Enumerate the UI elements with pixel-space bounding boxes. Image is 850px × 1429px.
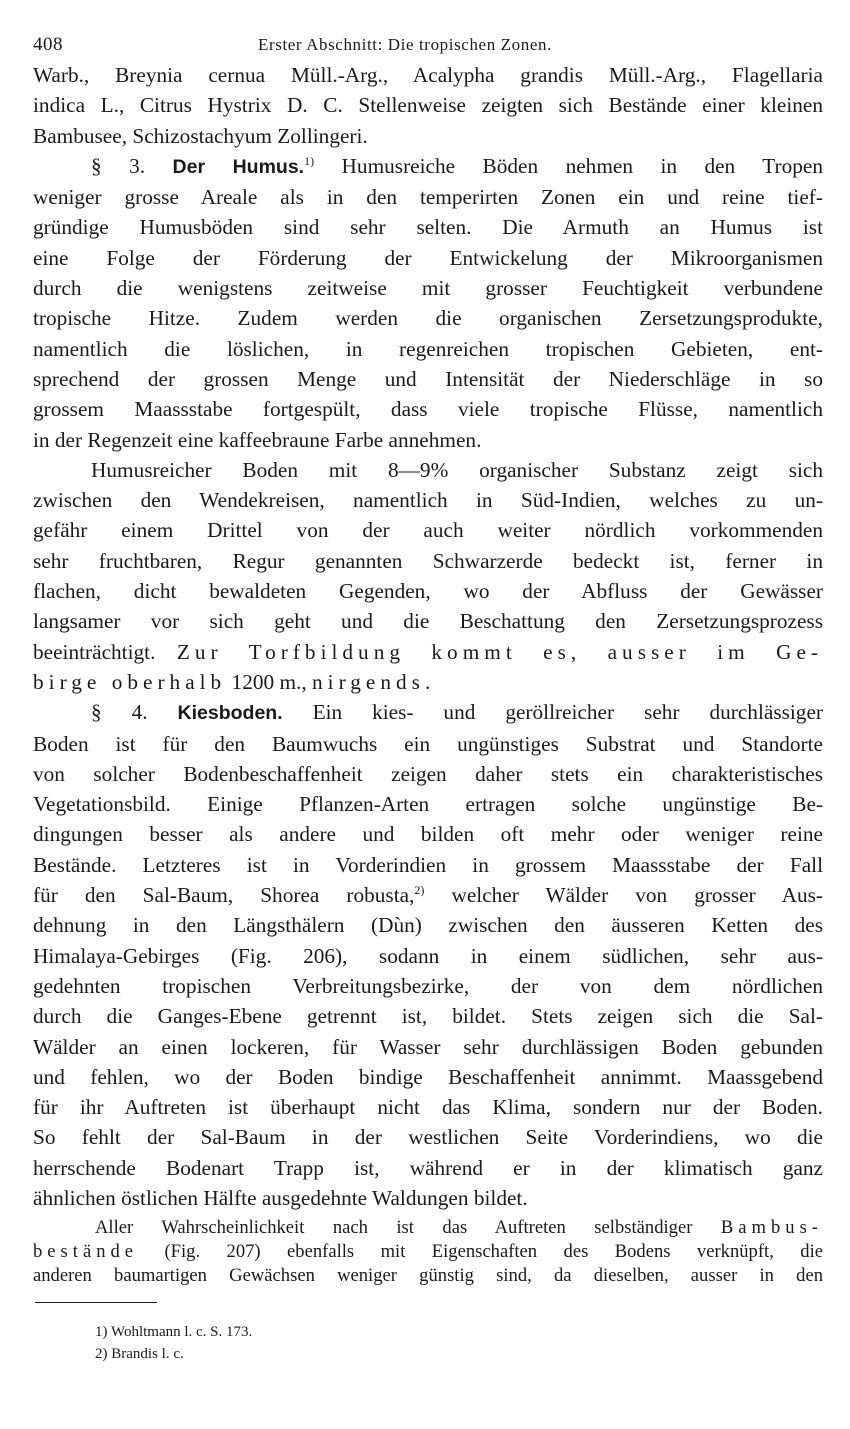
text-line: und fehlen, wo der Boden bindige Beschaffenheit annimmt. Maassgebend xyxy=(33,1064,823,1089)
section-kiesboden xyxy=(33,697,823,1213)
text-line: flachen, dicht bewaldeten Gegenden, wo der Abfluss der Gewässer xyxy=(33,579,823,604)
text-span: Aller Wahrscheinlichkeit nach ist das Auftreten selbständiger xyxy=(95,1217,693,1239)
text-span: welcher Wälder von grosser Aus- xyxy=(451,883,823,908)
text-line: indica L., Citrus Hystrix D. C. Stellenweise zeigten sich Bestände einer kleinen xyxy=(33,93,823,118)
text-line: Humusreicher Boden mit 8—9% organischer Substanz zeigt sich xyxy=(91,457,823,482)
text-line: von solcher Bodenbeschaffenheit zeigen daher stets ein charakteristisches xyxy=(33,761,823,786)
section-heading-line xyxy=(33,697,823,728)
section-mark: § 3. xyxy=(91,153,146,178)
text-span: für den Sal-Baum, Shorea robusta, xyxy=(33,883,415,908)
text-line xyxy=(33,667,823,697)
small-print-paragraph xyxy=(33,1216,823,1288)
section-mark: § 4. xyxy=(91,700,148,725)
text-span: 1200 m., xyxy=(231,669,307,694)
text-line: Warb., Breynia cernua Müll.-Arg., Acalypha grandis Müll.-Arg., Flagellaria xyxy=(33,63,823,87)
book-page xyxy=(33,0,823,1365)
footnote-ref[interactable]: 1) xyxy=(304,153,315,168)
text-line: sprechend der grossen Menge und Intensität der Niederschläge in so xyxy=(33,366,823,391)
spaced-text: bestände xyxy=(33,1241,139,1263)
text-line: gründige Humusböden sind sehr selten. Die Armuth an Humus ist xyxy=(33,215,823,240)
text-line: anderen baumartigen Gewächsen weniger günstig sind, da dieselben, ausser in den xyxy=(33,1265,823,1287)
page-number: 408 xyxy=(33,34,63,55)
text-span: beeinträchtigt. xyxy=(33,639,156,664)
paragraph-plant-list xyxy=(33,60,823,151)
text-line xyxy=(33,1216,823,1240)
text-span: Humusreiche Böden nehmen in den Tropen xyxy=(341,153,824,178)
text-line: grossem Maassstabe fortgespült, dass viele tropische Flüsse, namentlich xyxy=(33,397,823,422)
text-span: Ein kies- und geröllreicher sehr durchlässiger xyxy=(312,700,824,725)
text-line: namentlich die löslichen, in regenreichen tropischen Gebieten, ent- xyxy=(33,336,823,361)
footnote-marker: 2) xyxy=(95,1346,108,1363)
footnote-ref[interactable]: 2) xyxy=(414,882,425,897)
text-line: weniger grosse Areale als in den temperirten Zonen ein und reine tief- xyxy=(33,185,823,210)
spaced-text: birge oberhalb xyxy=(33,669,227,694)
page-header xyxy=(33,0,823,60)
text-line: durch die wenigstens zeitweise mit grosser Feuchtigkeit verbundene xyxy=(33,276,823,301)
text-line xyxy=(33,637,823,667)
text-line: Bestände. Letzteres ist in Vorderindien in grossem Maassstabe der Fall xyxy=(33,852,823,877)
text-line: in der Regenzeit eine kaffeebraune Farbe annehmen. xyxy=(33,427,482,452)
footnote-marker: 1) xyxy=(95,1324,108,1341)
text-line: Vegetationsbild. Einige Pflanzen-Arten ertragen solche ungünstige Be- xyxy=(33,792,823,817)
text-line xyxy=(33,880,823,910)
footnote-rule xyxy=(35,1302,157,1303)
main-text xyxy=(33,60,823,1213)
section-humus xyxy=(33,151,823,455)
running-head: Erster Abschnitt: Die tropischen Zonen. xyxy=(258,35,552,54)
section-heading: Kiesboden. xyxy=(177,702,283,725)
text-line: Bambusee, Schizostachyum Zollingeri. xyxy=(33,123,368,148)
text-line: dehnung in den Längsthälern (Dùn) zwischen den äusseren Ketten des xyxy=(33,913,823,938)
text-line: gedehnten tropischen Verbreitungsbezirke, der von dem nördlichen xyxy=(33,973,823,998)
text-line: herrschende Bodenart Trapp ist, während er in der klimatisch ganz xyxy=(33,1155,823,1180)
text-line: So fehlt der Sal-Baum in der westlichen Seite Vorderindiens, wo die xyxy=(33,1125,823,1150)
text-line: Himalaya-Gebirges (Fig. 206), sodann in einem südlichen, sehr aus- xyxy=(33,943,823,968)
text-line: langsamer vor sich geht und die Beschattung den Zersetzungsprozess xyxy=(33,609,823,634)
text-line: eine Folge der Förderung der Entwickelung der Mikroorganismen xyxy=(33,245,823,270)
text-line: tropische Hitze. Zudem werden die organischen Zersetzungsprodukte, xyxy=(33,306,823,331)
text-line: Wälder an einen lockeren, für Wasser sehr durchlässigen Boden gebunden xyxy=(33,1034,823,1059)
spaced-text: nirgends. xyxy=(312,669,436,694)
text-line: ähnlichen östlichen Hälfte ausgedehnte Waldungen bildet. xyxy=(33,1185,528,1210)
footnote xyxy=(95,1343,823,1365)
text-line: zwischen den Wendekreisen, namentlich in Süd-Indien, welches zu un- xyxy=(33,488,823,513)
text-span: (Fig. 207) ebenfalls mit Eigenschaften des Bodens verknüpft, die xyxy=(164,1241,823,1263)
text-line: Boden ist für den Baumwuchs ein ungünstiges Substrat und Standorte xyxy=(33,731,823,756)
text-line: dingungen besser als andere und bilden oft mehr oder weniger reine xyxy=(33,822,823,847)
text-line: für ihr Auftreten ist überhaupt nicht das Klima, sondern nur der Boden. xyxy=(33,1095,823,1120)
section-heading-line xyxy=(33,151,823,182)
spaced-text: Bambus- xyxy=(720,1217,823,1239)
section-heading: Der Humus. xyxy=(172,155,305,178)
text-line: sehr fruchtbaren, Regur genannten Schwarzerde bedeckt ist, ferner in xyxy=(33,548,823,573)
footnotes xyxy=(33,1321,823,1365)
paragraph-humus-soil xyxy=(33,455,823,697)
text-line xyxy=(33,1240,823,1264)
footnote-text: Brandis l. c. xyxy=(111,1346,184,1363)
footnote-text: Wohltmann l. c. S. 173. xyxy=(110,1324,253,1341)
spaced-text: Zur Torfbildung kommt es, ausser im Ge- xyxy=(176,639,824,664)
text-line: durch die Ganges-Ebene getrennt ist, bildet. Stets zeigen sich die Sal- xyxy=(33,1004,823,1029)
footnote xyxy=(95,1321,823,1343)
text-line: gefähr einem Drittel von der auch weiter nördlich vorkommenden xyxy=(33,518,823,543)
